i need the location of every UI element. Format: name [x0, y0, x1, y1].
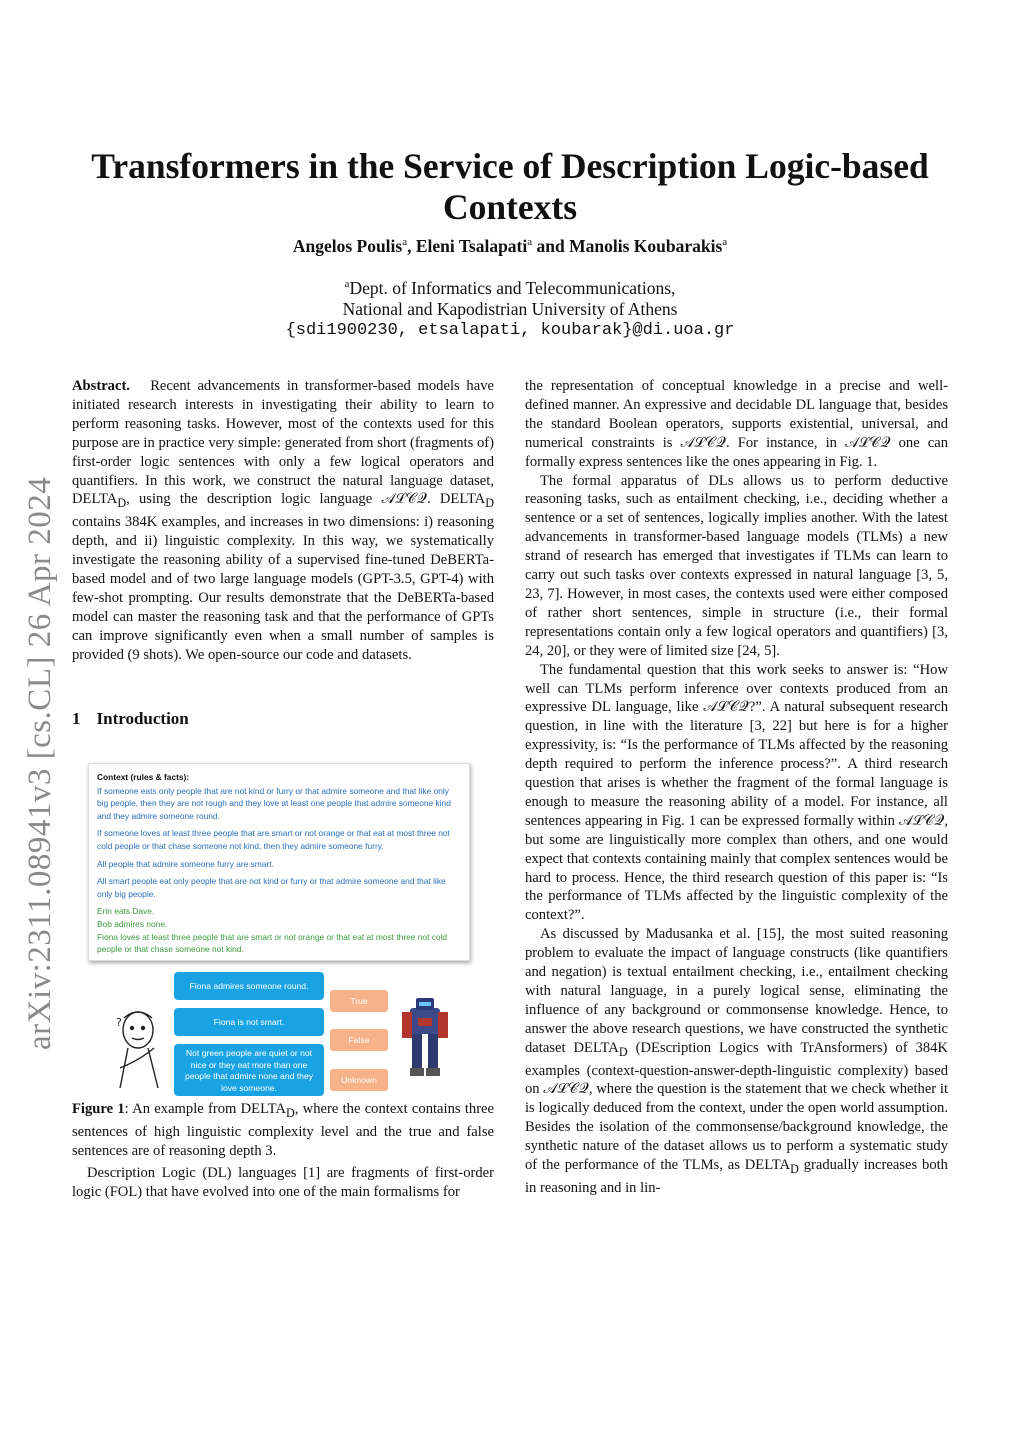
- author-name: Angelos Poulis: [292, 236, 403, 256]
- author-emails: {sdi1900230, etsalapati, koubarak}@di.uoa.gr: [285, 320, 735, 340]
- affiliation: [60, 274, 960, 341]
- context-header: Context (rules & facts):: [97, 772, 190, 782]
- answer-true: True: [330, 990, 388, 1012]
- context-rule: If someone eats only people that are not kind or furry or that admire someone and that like only big people, then they are not rough and they love at least one people that admire someone kind and they admire someone round.: [97, 785, 451, 821]
- paragraph-text: the representation of conceptual knowledge in a precise and well-defined manner. An expressive and decidable DL language that, besides the standard Boolean operators, supports existential, universal, and numerical constraints is 𝒜ℒ𝒞𝒬. For instance, in 𝒜ℒ𝒞𝒬 one can formally express sentences like the ones appearing in Fig. 1.: [525, 378, 948, 470]
- affil-mark: a: [344, 278, 350, 290]
- arxiv-identifier: arXiv:2311.08941v3 [cs.CL] 26 Apr 2024: [22, 476, 58, 1050]
- svg-text:?: ?: [116, 1016, 122, 1029]
- author-name: Manolis Koubarakis: [569, 236, 723, 256]
- context-rule: All people that admire someone furry are smart.: [97, 858, 274, 869]
- figure-caption: [72, 1100, 494, 1161]
- paragraph-text: As discussed by Madusanka et al. [15], the most suited reasoning problem to evaluate the impact of language constructs (like quantifiers and negation) is textual entailment checking, i.e., entailment checking with natural language, in a purely logical sense, eliminating the influence of any background or commonsense knowledge. Hence, to answer the above research questions, we have constructed the synthetic dataset $DELTA_D$ (DEscription Logics with TrAnsformers) of 384K examples (context-question-answer-depth-linguistic complexity) based on 𝒜ℒ𝒞𝒬, where the question is the statement that we check whether it is logically deduced from the context, under the open world assumption. Besides the isolation of the commonsense/background knowledge, the synthetic nature of the dataset allows us to perform a systematic study of the performance of the TLMs, as $DELTA_D$ gradually increases both in reasoning and in lin-: [525, 926, 948, 1196]
- author-and: and: [536, 236, 565, 256]
- answer-false: False: [330, 1029, 388, 1051]
- intro-paragraph: [72, 1164, 494, 1202]
- author-list: Angelos Poulis$^a$, Eleni Tsalapati$^a$ and Manolis Koubarakis$^a$: [292, 236, 728, 256]
- context-fact: Fiona loves at least three people that are smart or not orange or that eat at most three not cold people or that chase someone not kind.: [97, 931, 448, 955]
- answer-unknown: Unknown: [330, 1069, 388, 1091]
- context-fact: Bob admires none.: [97, 918, 168, 929]
- paragraph-text: The formal apparatus of DLs allows us to perform deductive reasoning tasks, such as entailment checking, i.e., deciding whether a sentence or a set of sentences, logically implies another. With the latest advancements in transformer-based language models (TLMs) a new strand of research has emerged that investigates if TLMs can learn to carry out such tasks over contexts expressed in natural language [3, 5, 23, 7]. However, in most cases, the contexts used were either composed of rather short sentences, simple in structure (i.e., their formal representations contain only a few logical operators and quantifiers) [3, 24, 20], or they were of limited size [24, 5].: [525, 472, 948, 659]
- robot-icon: [402, 998, 448, 1076]
- context-fact: Erin eats Dave.: [97, 906, 155, 917]
- caption-text: : An example from $DELTA_D$, where the context contains three sentences of high linguistic complexity level and the true and false sentences are of reasoning depth 3.: [72, 1101, 495, 1159]
- figure-context-box: [88, 763, 470, 961]
- paper-title: [60, 146, 960, 228]
- affil-mark: a: [527, 236, 533, 249]
- affil-mark: a: [722, 236, 728, 249]
- section-title: Introduction: [96, 709, 189, 728]
- caption-label: Figure 1: [72, 1101, 125, 1117]
- title-line-1: Transformers in the Service of Description Logic-based: [91, 146, 929, 186]
- abstract: [72, 377, 494, 665]
- affil-dept: Dept. of Informatics and Telecommunications,: [349, 277, 676, 298]
- question-bubble: Fiona admires someone round.: [174, 972, 324, 1000]
- abstract-label: Abstract.: [72, 378, 130, 394]
- context-rule: All smart people eat only people that are not kind or furry or that admire someone and that like only big people.: [97, 876, 446, 899]
- section-heading: [72, 709, 205, 729]
- question-bubble: Not green people are quiet or not nice or they eat more than one people that admire none and they love someone.: [174, 1044, 324, 1096]
- section-number: 1: [72, 709, 81, 728]
- paragraph-text: The fundamental question that this work seeks to answer is: “How well can TLMs perform inference over contexts produced from an expressive DL language, like 𝒜ℒ𝒞𝒬?”. A natural subsequent research question, in line with the literature [3, 22] but here is for a higher expressivity, is: “Is the performance of TLMs affected by the reasoning depth required to perform the inference process?”. A third research question that arises is whether the fragment of the formal language is enough to measure the reasoning ability of a model. For instance, all sentences appearing in Fig. 1 can be expressed formally within 𝒜ℒ𝒞𝒬, but some are linguistically more complex than others, and one would expect that contexts containing mainly that complex sentences would be hard to process. Hence, the third research question of this paper is: “Is the performance of TLMs affected by the linguistic complexity of the context?”.: [525, 661, 948, 924]
- thinking-person-icon: [116, 1012, 158, 1088]
- paragraph-text: Description Logic (DL) languages [1] are fragments of first-order logic (FOL) that have evolved into one of the main formalisms for: [72, 1165, 494, 1200]
- affil-mark: a: [402, 236, 408, 249]
- question-bubble: Fiona is not smart.: [174, 1008, 324, 1036]
- affil-university: National and Kapodistrian University of Athens: [342, 298, 678, 319]
- title-line-2: Contexts: [442, 187, 578, 227]
- abstract-text: Recent advancements in transformer-based models have initiated research interests in investigating their ability to learn to perform reasoning tasks. However, most of the contexts used for this purpose are in practice very simple: generated from short (fragments of) first-order logic sentences with only a few logical operators and quantifiers. In this work, we construct the natural language dataset, $DELTA_D$, using the description logic language 𝒜ℒ𝒞𝒬. $DELTA_D$ contains 384K examples, and increases in two dimensions: i) reasoning depth, and ii) linguistic complexity. In this way, we systematically investigate the reasoning ability of a supervised fine-tuned DeBERTa-based model and of two large language models (GPT-3.5, GPT-4) with few-shot prompting. Our results demonstrate that the DeBERTa-based model can master the reasoning task and that the performance of GPTs can improve significantly even when a small number of samples is provided (9 shots). We open-source our code and datasets.: [72, 378, 494, 663]
- context-rule: If someone loves at least three people that are smart or not orange or that eat at most three not cold people or that chase someone not kind, then they admire someone furry.: [97, 828, 450, 851]
- right-column: [525, 377, 948, 1198]
- author-name: Eleni Tsalapati: [415, 236, 528, 256]
